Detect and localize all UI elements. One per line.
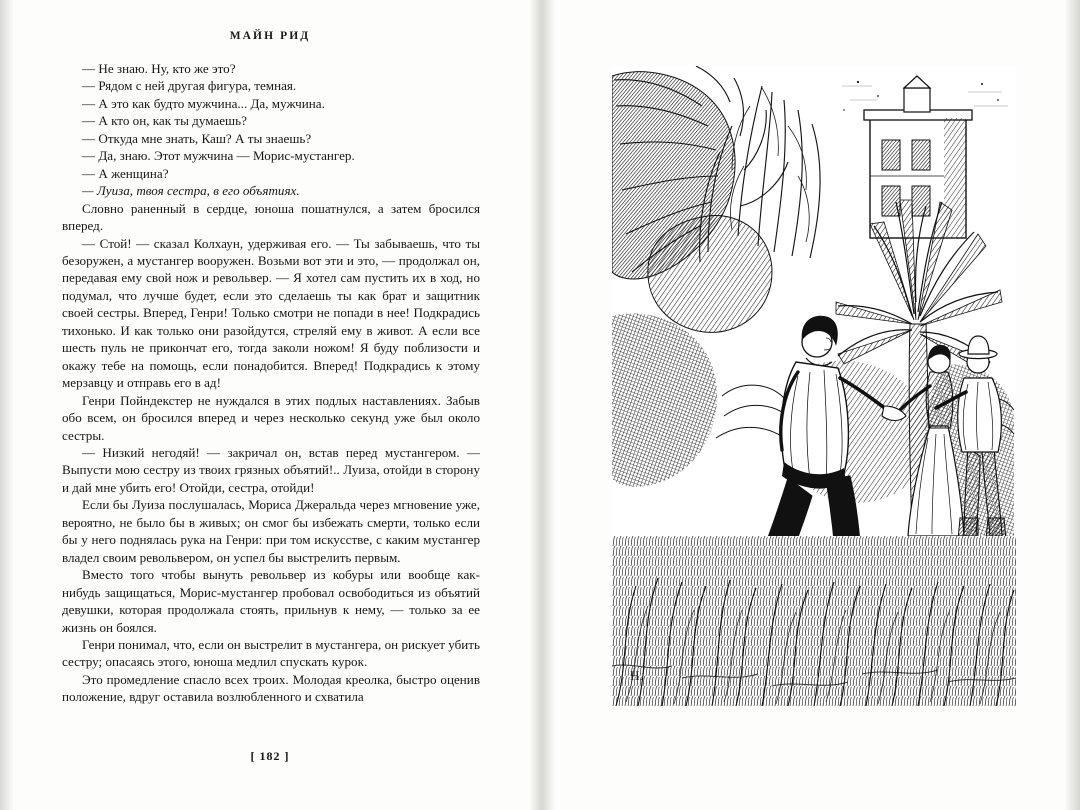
paragraph: — Да, знаю. Этот мужчина — Морис-мустангер. — [82, 148, 355, 164]
paragraph: — А кто он, как ты думаешь? — [82, 113, 247, 129]
paragraph: Если бы Луиза послушалась, Мориса Джеральда через мгновение уже, вероятно, не было бы в живых; он смог бы избежать смерти, только если бы у него поднялась рука на Генри: при том искусстве, с каким мустангер владел своим револьвером, он успел бы выстрелить первым. — [62, 497, 480, 565]
right-page — [540, 0, 1080, 810]
paragraph: — А это как будто мужчина... Да, мужчина. — [82, 95, 325, 111]
paragraph: Это промедление спасло всех троих. Молодая креолка, быстро оценив положение, вдруг оставила возлюбленного и схватила — [62, 671, 480, 705]
page-number: [ 182 ] — [250, 749, 290, 763]
paragraph: — Стой! — сказал Колхаун, удерживая его. — Ты забываешь, что ты безоружен, а мустангер вооружен. Возьми вот эти и это, — продолжал он, передавая ему свой нож и револьвер. — Я хотел сам пустить их в ход, но подумал, что лучше будет, если это сделаешь ты как брат и защитник своей сестры. Вперед, Генри! Только смотри не попади в нее! Подкрадись тихонько. И как только они разойдутся, стреляй ему в живот. А если все шесть пуль не прикончат его, тогда заколи ножом! Я буду поблизости и окажу тебе на помощь, если понадобится. Вперед! Подкрадись к этому мерзавцу и отправь его в ад! — [62, 235, 480, 391]
paragraph: — Не знаю. Ну, кто же это? — [82, 61, 236, 76]
paragraph: — Откуда мне знать, Каш? А ты знаешь? — [82, 130, 312, 146]
paragraph: Словно раненный в сердце, юноша пошатнулся, а затем бросился вперед. — [62, 200, 480, 234]
paragraph: Генри понимал, что, если он выстрелит в мустангера, он рискует убить сестру; опасаясь этого, юноша медлил спускать курок. — [62, 636, 480, 670]
paragraph: — А женщина? — [82, 165, 169, 181]
paragraph: — Рядом с ней другая фигура, темная. — [82, 78, 297, 94]
artist-signature-glyph: Н. — [630, 668, 643, 683]
running-head: МАЙН РИД — [229, 30, 311, 42]
body-text-column — [62, 60, 480, 706]
illustration-artwork — [612, 66, 1016, 706]
paragraph: Генри Пойндекстер не нуждался в этих подлых наставлениях. Забыв обо всем, он бросился вперед и через несколько секунд уже был около сестры. — [62, 392, 480, 443]
paragraph: Вместо того чтобы вынуть револьвер из кобуры или вообще как-нибудь защищаться, Морис-мустангер пробовал освободиться из объятий девушки, которая продолжала стоять, прильнув к нему, — только за ее жизнь он боялся. — [62, 567, 480, 635]
illustration — [612, 66, 1016, 706]
paragraph: — Низкий негодяй! — закричал он, встав перед мустангером. — Выпусти мою сестру из твоих грязных объятий!.. Луиза, отойди в сторону и дай мне убить его! Отойди, сестра, отойди! — [62, 444, 480, 495]
paragraph-italic: — Луиза, твоя сестра, в его объятиях. — [82, 183, 300, 199]
